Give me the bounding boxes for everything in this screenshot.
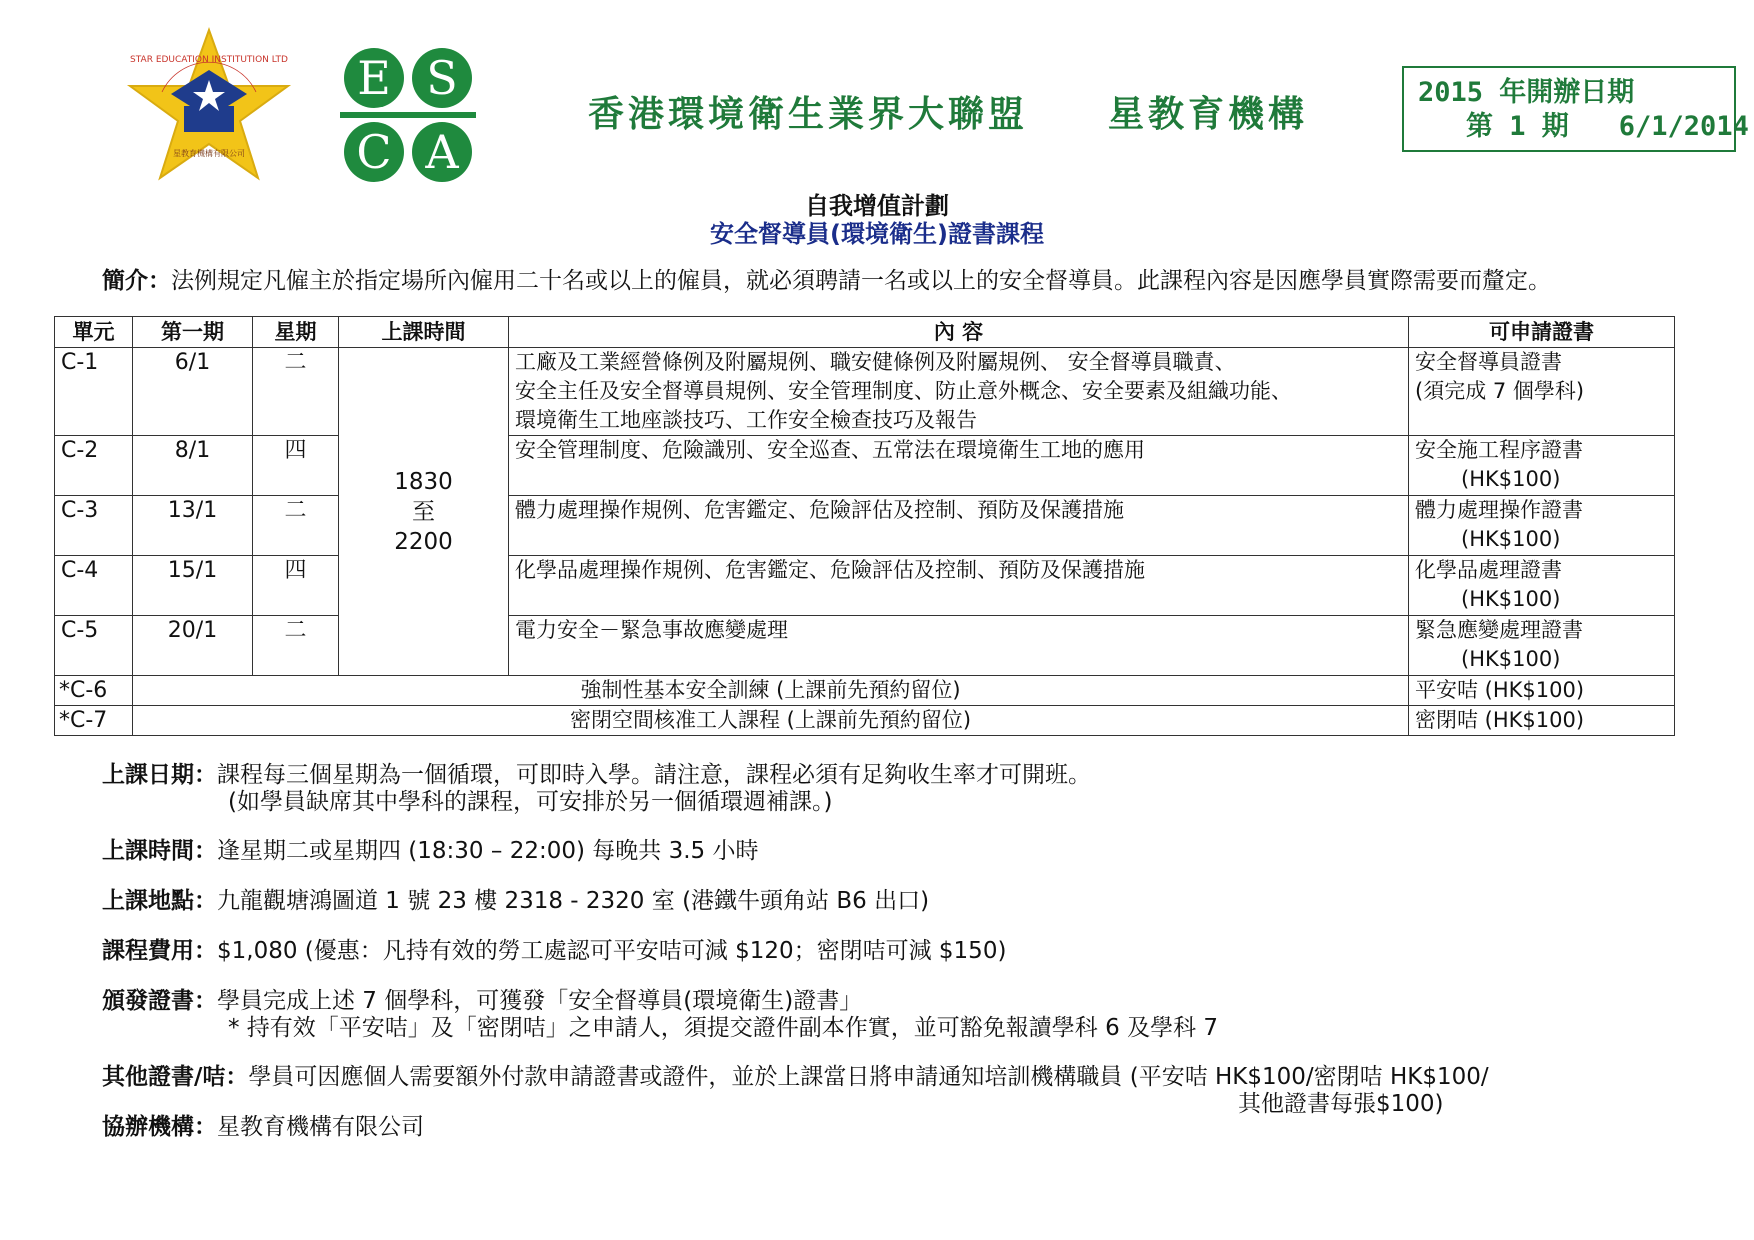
venue-info: [102, 888, 929, 915]
class-dates-label: 上課日期：: [102, 762, 217, 788]
unit-code: *C-7: [55, 706, 133, 736]
col-header-time: 上課時間: [339, 317, 509, 348]
col-header-content: 內 容: [509, 317, 1409, 348]
unit-code: C-3: [55, 496, 133, 556]
unit-code: C-1: [55, 348, 133, 436]
star-education-logo: [124, 22, 294, 190]
unit-content: 化學品處理操作規例、危害鑑定、危險評估及控制、預防及保護措施: [509, 556, 1409, 616]
col-header-certificate: 可申請證書: [1409, 317, 1675, 348]
table-row: [55, 436, 1675, 496]
certificate: [1409, 496, 1675, 556]
fee-label: 課程費用：: [102, 938, 217, 964]
certificate: [1409, 436, 1675, 496]
table-row: [55, 496, 1675, 556]
logo-arc-text: STAR EDUCATION INSTITUTION LTD: [130, 55, 288, 65]
class-time-label: 上課時間：: [102, 838, 217, 864]
certificate-note: (須完成 7 個學科): [1415, 379, 1585, 403]
class-dates-note: (如學員缺席其中學科的課程，可安排於另一個循環週補課。): [228, 789, 833, 815]
time-to: 至: [412, 498, 435, 525]
intro: [102, 262, 1551, 295]
esca-letter-a: A: [425, 125, 459, 179]
table-row: [55, 348, 1675, 436]
certificate: 平安咭 (HK$100): [1409, 676, 1675, 706]
unit-code: C-2: [55, 436, 133, 496]
organisation-names: [588, 86, 1308, 137]
start-date-box: [1402, 66, 1749, 152]
esca-letter-e: E: [357, 51, 391, 105]
intro-text: 法例規定凡僱主於指定場所內僱用二十名或以上的僱員，就必須聘請一名或以上的安全督導員。此課程內容是因應學員實際需要而釐定。: [171, 268, 1551, 294]
fee-info: [102, 938, 1006, 965]
certificate-name: 化學品處理證書: [1415, 558, 1562, 582]
certificate-price: (HK$100): [1461, 467, 1561, 491]
certificate-name: 體力處理操作證書: [1415, 498, 1583, 522]
venue-text: 九龍觀塘鴻圖道 1 號 23 樓 2318 - 2320 室 (港鐵牛頭角站 B6 出口): [217, 888, 930, 914]
esca-logo: [340, 46, 476, 186]
certificate-price: (HK$100): [1461, 527, 1561, 551]
weekday: 四: [253, 436, 339, 496]
table-header-row: [55, 317, 1675, 348]
unit-code: C-5: [55, 616, 133, 676]
award-info: [102, 988, 1218, 1042]
award-text: 學員完成上述 7 個學科，可獲發「安全督導員(環境衛生)證書」: [217, 988, 863, 1014]
program-title: 自我增值計劃: [805, 192, 949, 220]
esca-letter-c: C: [356, 125, 392, 179]
unit-code: C-4: [55, 556, 133, 616]
certificate-name: 緊急應變處理證書: [1415, 618, 1583, 642]
unit-content: 電力安全－緊急事故應變處理: [509, 616, 1409, 676]
other-certificates-label: 其他證書/咭：: [102, 1064, 249, 1090]
weekday: 二: [253, 348, 339, 436]
co-organiser-label: 協辦機構：: [102, 1114, 217, 1140]
col-header-weekday: 星期: [253, 317, 339, 348]
col-header-date: 第一期: [133, 317, 253, 348]
certificate-price: (HK$100): [1461, 647, 1561, 671]
venue-label: 上課地點：: [102, 888, 217, 914]
class-date: 15/1: [133, 556, 253, 616]
institution-name: 星教育機構: [1108, 94, 1309, 135]
other-certificates-info: [102, 1064, 1489, 1118]
svg-text:星教育機構有限公司: 星教育機構有限公司: [173, 149, 245, 158]
class-date: 13/1: [133, 496, 253, 556]
certificate-name: 安全施工程序證書: [1415, 438, 1583, 462]
unit-content: 體力處理操作規例、危害鑑定、危險評估及控制、預防及保護措施: [509, 496, 1409, 556]
org-name: 香港環境衛生業界大聯盟: [588, 94, 1029, 135]
other-certificates-text: 學員可因應個人需要額外付款申請證書或證件，並於上課當日將申請通知培訓機構職員 (平安咭 HK$100/密閉咭 HK$100/: [248, 1064, 1489, 1090]
class-dates-text: 課程每三個星期為一個循環，可即時入學。請注意，課程必須有足夠收生率才可開班。: [217, 762, 1091, 788]
intro-label: 簡介：: [102, 268, 171, 294]
time-start: 1830: [394, 468, 453, 495]
course-title: 安全督導員(環境衛生)證書課程: [710, 220, 1044, 248]
class-date: 8/1: [133, 436, 253, 496]
period-label: 第 1 期: [1466, 111, 1569, 142]
certificate-price: (HK$100): [1461, 587, 1561, 611]
class-time: [339, 348, 509, 676]
unit-content: 密閉空間核准工人課程 (上課前先預約留位): [133, 706, 1409, 736]
award-label: 頒發證書：: [102, 988, 217, 1014]
unit-code: *C-6: [55, 676, 133, 706]
co-organiser-info: [102, 1114, 424, 1141]
table-row: [55, 616, 1675, 676]
class-time-info: [102, 838, 758, 865]
esca-letter-s: S: [426, 51, 458, 105]
co-organiser-text: 星教育機構有限公司: [217, 1114, 424, 1140]
table-row: [55, 556, 1675, 616]
course-schedule-table: [54, 316, 1675, 736]
certificate: 密閉咭 (HK$100): [1409, 706, 1675, 736]
award-note: * 持有效「平安咭」及「密閉咭」之申請人，須提交證件副本作實，並可豁免報讀學科 6 及學科 7: [228, 1015, 1219, 1041]
time-end: 2200: [394, 528, 453, 555]
weekday: 二: [253, 616, 339, 676]
unit-content: 安全管理制度、危險識別、安全巡查、五常法在環境衛生工地的應用: [509, 436, 1409, 496]
unit-content: 強制性基本安全訓練 (上課前先預約留位): [133, 676, 1409, 706]
certificate: [1409, 556, 1675, 616]
class-dates-info: [102, 762, 1091, 816]
weekday: 二: [253, 496, 339, 556]
fee-text: $1,080 (優惠：凡持有效的勞工處認可平安咭可減 $120；密閉咭可減 $150): [217, 938, 1007, 964]
class-date: 6/1: [133, 348, 253, 436]
certificate: [1409, 616, 1675, 676]
certificate: [1409, 348, 1675, 436]
table-row: [55, 676, 1675, 706]
table-row: [55, 706, 1675, 736]
certificate-name: 安全督導員證書: [1415, 350, 1562, 374]
other-certificates-note: 其他證書每張$100): [1238, 1091, 1444, 1117]
col-header-unit: 單元: [55, 317, 133, 348]
start-date: 6/1/2014: [1618, 111, 1749, 142]
weekday: 四: [253, 556, 339, 616]
class-time-text: 逢星期二或星期四 (18:30 – 22:00) 每晚共 3.5 小時: [217, 838, 759, 864]
date-box-heading: 2015 年開辦日期: [1418, 77, 1635, 108]
unit-content: 工廠及工業經營條例及附屬規例、職安健條例及附屬規例、 安全督導員職責、 安全主任及安全督導員規例、安全管理制度、防止意外概念、安全要素及組織功能、 環境衛生工地座談技巧、工作安全檢查技巧及報告: [509, 348, 1409, 436]
class-date: 20/1: [133, 616, 253, 676]
